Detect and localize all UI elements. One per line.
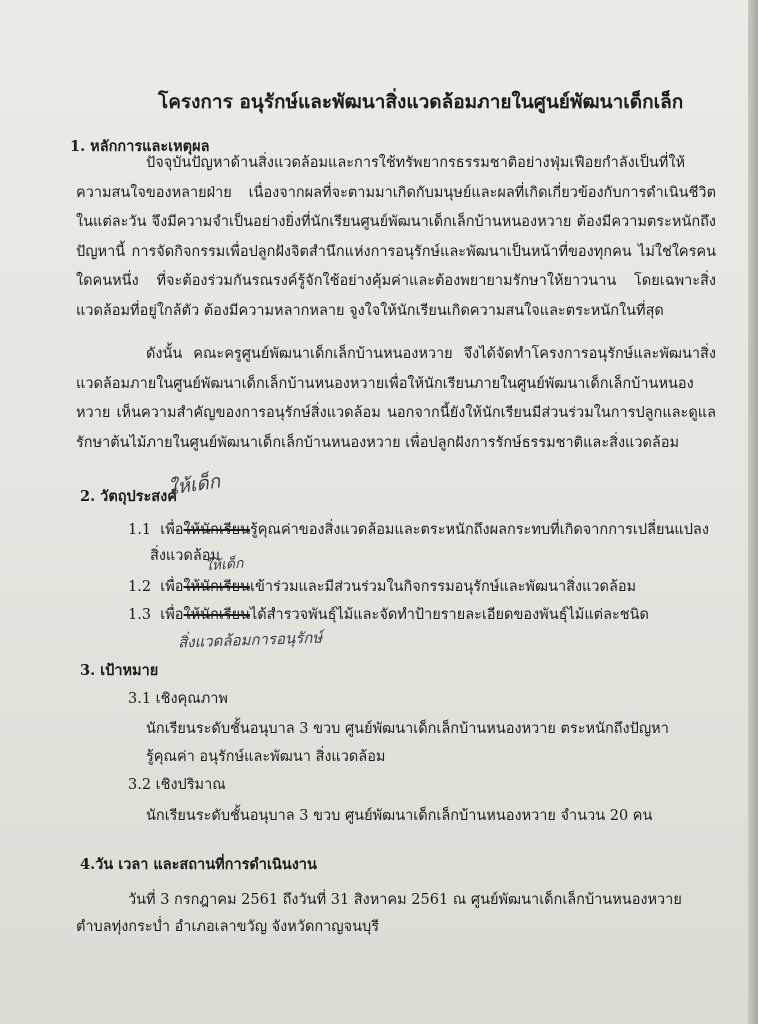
objective-1-struck-text: ให้นักเรียน xyxy=(183,522,250,538)
section4-heading: 4.วัน เวลา และสถานที่การดำเนินงาน xyxy=(80,856,317,873)
section3-heading: 3. เป้าหมาย xyxy=(80,662,159,679)
handwritten-note-objective-2: ให้เด็ก xyxy=(204,555,244,575)
goal-quality-line-1: นักเรียนระดับชั้นอนุบาล 3 ขวบ ศูนย์พัฒนาเด็กเล็กบ้านหนองหวาย ตระหนักถึงปัญหา xyxy=(146,721,669,737)
objective-1-text: รู้คุณค่าของสิ่งแวดล้อมและตระหนักถึงผลกระทบที่เกิดจากการเปลี่ยนแปลง xyxy=(250,522,709,538)
document-title: โครงการ อนุรักษ์และพัฒนาสิ่งแวดล้อมภายในศูนย์พัฒนาเด็กเล็ก xyxy=(158,91,684,113)
objective-1 xyxy=(128,521,709,539)
objective-3-number: 1.3 xyxy=(128,607,152,623)
objective-2 xyxy=(128,578,636,596)
objective-3-struck-text: ให้นักเรียน xyxy=(183,607,250,623)
section2-heading: 2. วัตถุประสงค์ xyxy=(80,488,177,505)
section1-paragraph-1: ปัจจุบันปัญหาด้านสิ่งแวดล้อมและการใช้ทรัพยากรธรรมชาติอย่างฟุ่มเฟือยกำลังเป็นที่ให้ความสนใจของหลายฝ่าย เนื่องจากผลที่จะตามมาเกิดกับมนุษย์และผลที่เกิดเกี่ยวข้องกับการดำเนินชีวิตในแต่ละวัน จึงมีความจำเป็นอย่างยิ่งที่นักเรียนศูนย์พัฒนาเด็กเล็กบ้านหนองหวาย ต้องมีความตระหนักถึงปัญหานี้ การจัดกิจกรรมเพื่อปลูกฝังจิตสำนึกแห่งการอนุรักษ์และพัฒนาเป็นหน้าที่ของทุกคน ไม่ใช่ใครคนใดคนหนึ่ง ที่จะต้องร่วมกันรณรงค์รู้จักใช้อย่างคุ้มค่าและต้องพยายามรักษาให้ยาวนาน โดยเฉพาะสิ่งแวดล้อมที่อยู่ใกล้ตัว ต้องมีความหลากหลาย จูงใจให้นักเรียนเกิดความสนใจและตระหนักในที่สุด xyxy=(76,155,716,319)
schedule-line-2: ตำบลทุ่งกระบ่ำ อำเภอเลาขวัญ จังหวัดกาญจนบุรี xyxy=(76,919,380,935)
page-edge-shadow xyxy=(748,0,758,1024)
objective-3-prefix: เพื่อ xyxy=(160,607,184,623)
objective-3 xyxy=(128,606,649,624)
objective-1-continuation: สิ่งแวดล้อม xyxy=(150,548,220,564)
handwritten-note-objective-3: สิ่งแวดล้อมการอนุรักษ์ xyxy=(177,628,323,652)
objective-2-struck-text: ให้นักเรียน xyxy=(183,579,250,595)
section1-paragraph-2: ดังนั้น คณะครูศูนย์พัฒนาเด็กเล็กบ้านหนองหวาย จึงได้จัดทำโครงการอนุรักษ์และพัฒนาสิ่งแวดล้อมภายในศูนย์พัฒนาเด็กเล็กบ้านหนองหวายเพื่อให้นักเรียนภายในศูนย์พัฒนาเด็กเล็กบ้านหนองหวาย เห็นความสำคัญของการอนุรักษ์สิ่งแวดล้อม นอกจากนี้ยังให้นักเรียนมีส่วนร่วมในการปลูกและดูแลรักษาต้นไม้ภายในศูนย์พัฒนาเด็กเล็กบ้านหนองหวาย เพื่อปลูกฝังการรักษ์ธรรมชาติและสิ่งแวดล้อม xyxy=(76,346,716,451)
goal-quality-line-2: รู้คุณค่า อนุรักษ์และพัฒนา สิ่งแวดล้อม xyxy=(146,749,386,765)
goal-quantity-heading: 3.2 เชิงปริมาณ xyxy=(128,777,226,793)
schedule-line-1: วันที่ 3 กรกฎาคม 2561 ถึงวันที่ 31 สิงหาคม 2561 ณ ศูนย์พัฒนาเด็กเล็กบ้านหนองหวาย xyxy=(128,892,682,908)
objective-2-number: 1.2 xyxy=(128,579,152,595)
objective-3-text: ได้สำรวจพันธุ์ไม้และจัดทำป้ายรายละเอียดของพันธุ์ไม้แต่ละชนิด xyxy=(250,607,649,623)
goal-quantity-line-1: นักเรียนระดับชั้นอนุบาล 3 ขวบ ศูนย์พัฒนาเด็กเล็กบ้านหนองหวาย จำนวน 20 คน xyxy=(146,808,653,824)
objective-2-prefix: เพื่อ xyxy=(160,579,184,595)
objective-1-prefix: เพื่อ xyxy=(160,522,184,538)
handwritten-note-heading: ให้เด็ก xyxy=(166,470,222,500)
objective-1-number: 1.1 xyxy=(128,522,152,538)
goal-quality-heading: 3.1 เชิงคุณภาพ xyxy=(128,691,228,707)
section1-heading: 1. หลักการและเหตุผล xyxy=(70,138,210,155)
objective-2-text: เข้าร่วมและมีส่วนร่วมในกิจกรรมอนุรักษ์และพัฒนาสิ่งแวดล้อม xyxy=(250,579,637,595)
